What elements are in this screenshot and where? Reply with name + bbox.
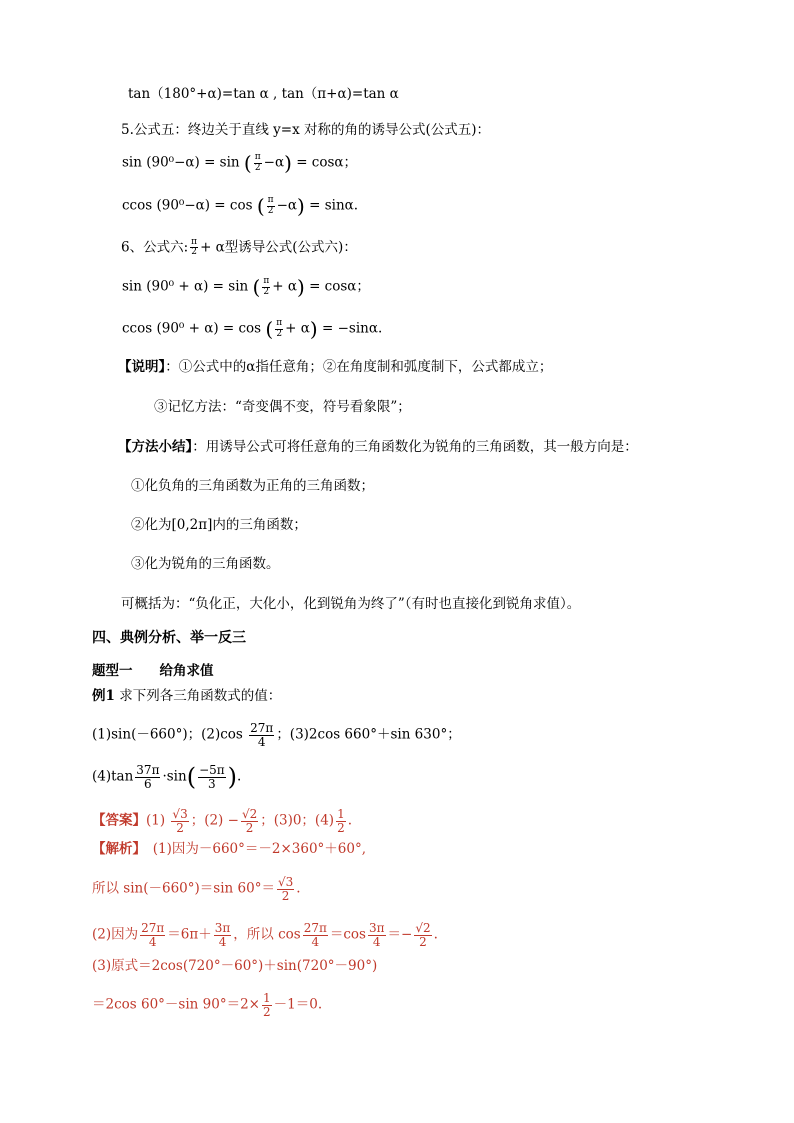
explanation-text-2-end: . [296,880,301,897]
question-1-3 [92,722,461,748]
q1-left: (1)sin(－660°)；(2)cos [92,726,243,743]
f6-title-b: + α型诱导公式(公式六)： [200,239,357,256]
frac-one-num: 1 [337,807,345,821]
explanation-3d: ＝cos [329,926,366,943]
f5-cos-left: ccos (90⁰−α) = cos [122,197,253,214]
answer-end: . [347,812,352,829]
formula-six-sin: sin (90⁰ + α) = sin ( $\frac{\pi}{2}$ + α) = cosα； [122,275,370,299]
note-memory: ③记忆方法：“奇变偶不变，符号看象限”； [154,399,411,415]
f6-cos-left: ccos (90⁰ + α) = cos [122,320,262,337]
frac-m5pi-num: −5π [199,763,225,777]
example-label: 例1 [92,688,115,704]
frac-27pi-num: 27π [303,921,327,935]
method-line [118,441,638,455]
frac-27pi-num: 27π [141,921,165,935]
explanation-5a: ＝2cos 60°－sin 90°＝2× [92,996,260,1013]
explanation-line-2 [92,876,301,902]
frac-two-den: 2 [263,286,270,297]
formula-five-cos: ccos (90⁰−α) = cos ( $\frac{\pi}{2}$ −α) = sinα. [122,194,359,218]
frac-three-den: 3 [208,776,216,791]
f6-sin-right: = cosα； [309,278,370,295]
f6-cos-right: = −sinα. [322,320,383,337]
explanation-3b: ＝6π＋ [167,926,212,943]
note-line [118,361,552,375]
f5-sin-right: = cosα； [296,154,358,171]
explanation-line-4: (3)原式＝2cos(720°－60°)＋sin(720°－90°) [92,958,378,974]
example-one [92,690,281,704]
answer-3: ；(3)0；(4) [260,812,335,829]
explanation-3a: (2)因为 [92,926,139,943]
step-2: ②化为[0,2π]内的三角函数； [131,517,307,533]
method-text: ：用诱导公式可将任意角的三角函数化为锐角的三角函数，其一般方向是： [192,439,638,455]
question-4: (4)tan $\frac{37\pi}{6}$ ·sin( $\frac{-5\pi}{3}$ ). [92,763,242,792]
explanation-3c: ，所以 cos [233,926,301,943]
method-label: 【方法小结】 [118,439,193,455]
explanation-3f: . [433,926,438,943]
answer-line [92,808,352,834]
frac-pi-num: π [263,276,270,287]
section-four-heading: 四、典例分析、举一反三 [92,630,246,646]
frac-four-den: 4 [372,934,381,949]
note-label: 【说明】 [118,359,166,375]
frac-two-den: 2 [254,162,261,173]
f5-sin-left: sin (90⁰−α) = sin [122,154,240,171]
explanation-text-2: 所以 sin(－660°)＝sin 60°＝ [92,880,275,897]
frac-two-den: 2 [276,328,283,339]
example-text: 求下列各三角函数式的值： [114,688,282,704]
explanation-text-1: (1)因为－660°＝－2×360°＋60°, [139,841,367,857]
frac-3pi-num: 3π [214,921,231,935]
formula-five-sin: sin (90⁰−α) = sin ( $\frac{\pi}{2}$ −α) = cosα； [122,151,358,175]
explanation-5b: －1＝0. [273,996,323,1013]
f6-sin-inner: + α [272,278,297,295]
f5-cos-inner: −α [276,197,297,214]
frac-four-den: 4 [311,934,320,949]
f6-sin-left: sin (90⁰ + α) = sin [122,278,249,295]
frac-pi-num: π [267,195,274,206]
frac-four-den: 4 [257,734,266,749]
frac-four-den: 4 [148,934,157,949]
frac-sqrt3-num: √3 [277,875,294,889]
f5-sin-inner: −α [263,154,285,171]
frac-27pi-num: 27π [250,721,274,735]
formula-five-title: 5.公式五：终边关于直线 y=x 对称的角的诱导公式(公式五)： [121,122,491,138]
frac-sqrt2-num: √2 [415,921,431,935]
frac-two-den: 2 [337,820,345,835]
tan-formula: tan（180°+α)=tan α , tan（π+α)=tan α [128,86,399,102]
frac-two-den: 2 [245,820,254,835]
explanation-line-5 [92,992,322,1018]
frac-two-den: 2 [191,247,197,258]
explanation-label: 【解析】 [92,841,140,857]
frac-two-den: 2 [263,1004,271,1019]
step-1: ①化负角的三角函数为正角的三角函数； [131,478,374,494]
q4-sin: ·sin [162,768,187,785]
explanation-line-3 [92,922,438,948]
note-text: ：①公式中的α指任意角；②在角度制和弧度制下，公式都成立； [165,359,553,375]
frac-3pi-num: 3π [368,921,385,935]
formula-six-cos: ccos (90⁰ + α) = cos ( $\frac{\pi}{2}$ + α) = −sinα. [122,317,383,341]
f6-cos-inner: + α [285,320,310,337]
summary-line: 可概括为：“负化正，大化小，化到锐角为终了”（有时也直接化到锐角求值）。 [121,596,581,612]
frac-two-den: 2 [267,205,274,216]
frac-pi-num: π [191,237,198,247]
frac-pi-num: π [254,152,261,163]
frac-six-den: 6 [144,776,152,791]
frac-pi-num: π [276,318,283,329]
answer-2: ；(2) − [190,812,239,829]
formula-six-title [121,238,357,258]
explanation-3e: ＝− [387,926,413,943]
step-3: ③化为锐角的三角函数。 [131,556,280,572]
frac-four-den: 4 [218,934,227,949]
q4-tan: (4)tan [92,768,134,785]
q4-end: . [237,768,242,785]
q1-right: ；(3)2cos 660°＋sin 630°； [276,726,461,743]
f5-cos-right: = sinα. [309,197,359,214]
frac-two-den: 2 [176,820,184,835]
answer-label: 【答案】 [92,812,146,829]
answer-1: (1) [146,812,166,829]
frac-two-den: 2 [419,934,427,949]
f6-title-a: 6、公式六: [121,239,189,256]
frac-two-den: 2 [281,888,290,903]
frac-sqrt2-num: √2 [241,807,258,821]
type-one-heading: 题型一 给角求值 [92,663,214,679]
explanation-line-1 [92,843,366,857]
frac-37pi-num: 37π [136,763,160,777]
frac-sqrt3-num: √3 [172,807,188,821]
frac-one-num: 1 [263,991,271,1005]
